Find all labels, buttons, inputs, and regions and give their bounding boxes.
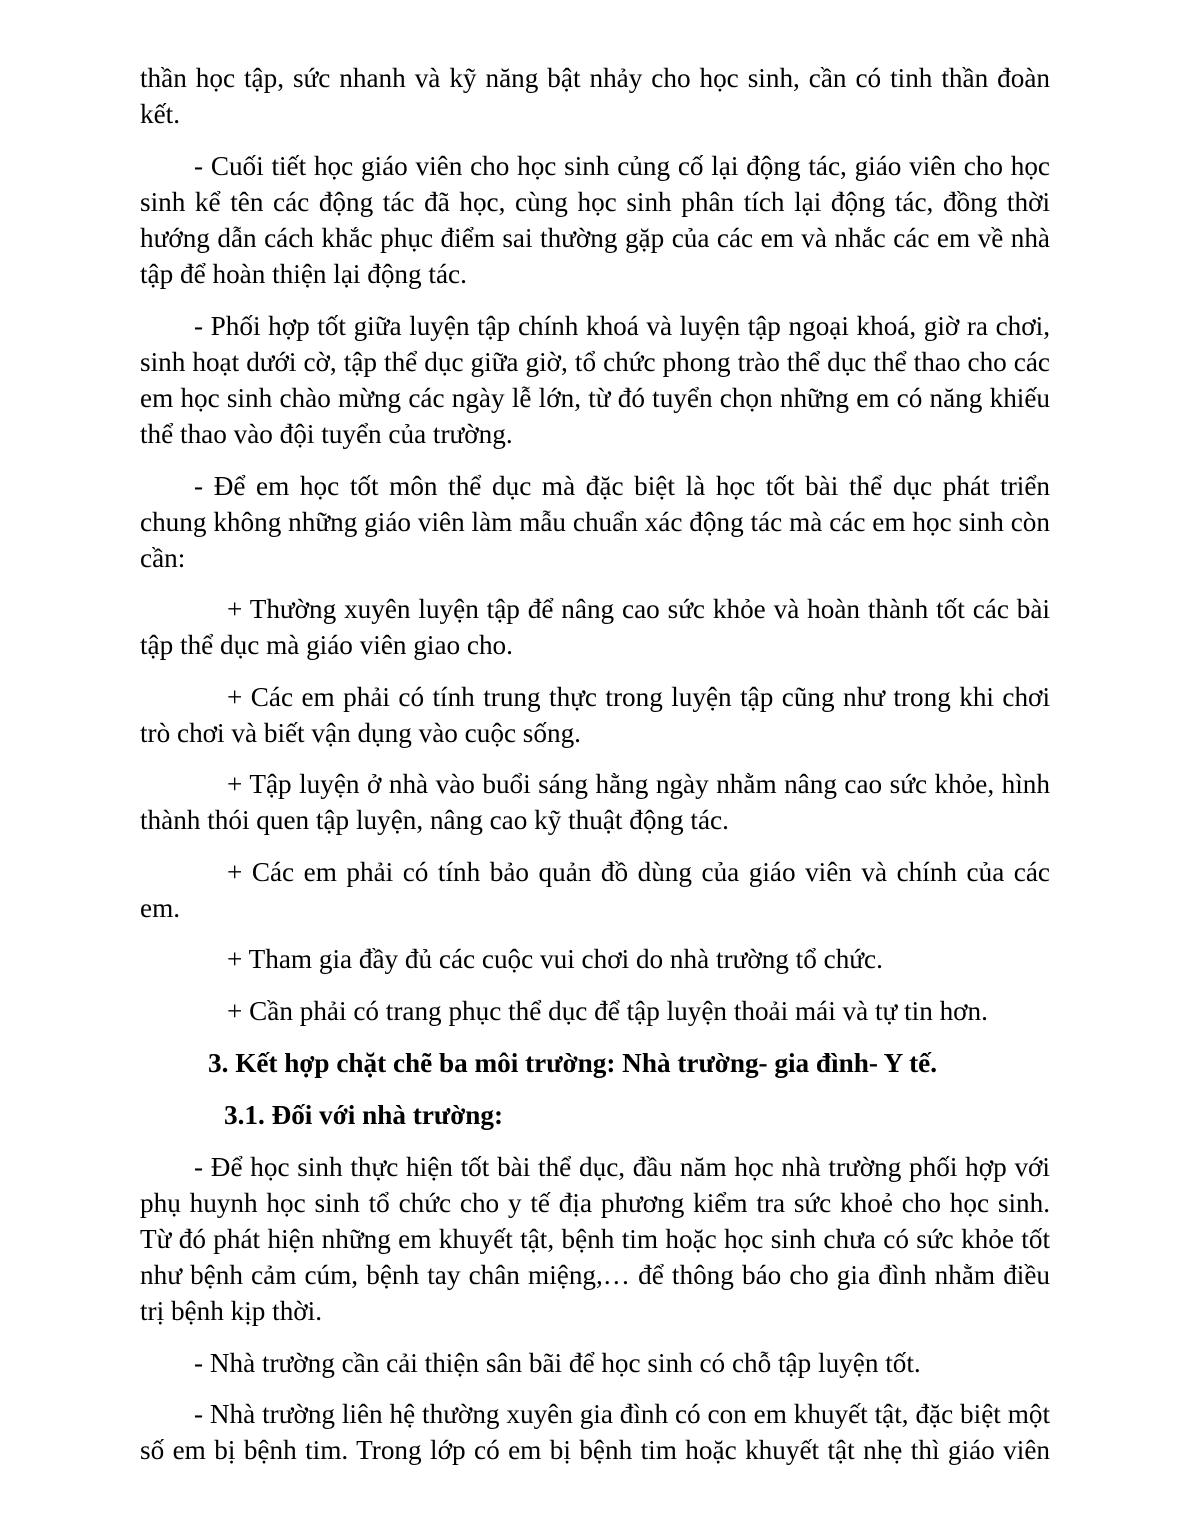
- text-line: - Phối hợp tốt giữa luyện tập chính khoá và luyện tập ngoại khoá, giờ ra chơi,: [194, 311, 1050, 341]
- text-line: hướng dẫn cách khắc phục điểm sai thường gặp của các em và nhắc các em về nhà: [140, 223, 1050, 253]
- text-line: trị bệnh kịp thời.: [140, 1296, 323, 1326]
- text-line: - Nhà trường cần cải thiện sân bãi để học sinh có chỗ tập luyện tốt.: [194, 1348, 921, 1378]
- text-line: chung không những giáo viên làm mẫu chuẩn xác động tác mà các em học sinh còn: [140, 507, 1050, 537]
- section-heading: 3. Kết hợp chặt chẽ ba môi trường: Nhà trường- gia đình- Y tế.: [208, 1048, 938, 1078]
- text-line: sinh hoạt dưới cờ, tập thể dục giữa giờ, tổ chức phong trào thể dục thể thao cho các: [140, 347, 1050, 377]
- text-line: tập để hoàn thiện lại động tác.: [140, 259, 467, 289]
- text-line: + Các em phải có tính bảo quản đồ dùng của giáo viên và chính của các: [227, 857, 1050, 887]
- text-line: thần học tập, sức nhanh và kỹ năng bật nhảy cho học sinh, cần có tinh thần đoàn: [140, 63, 1050, 93]
- text-line: - Cuối tiết học giáo viên cho học sinh củng cố lại động tác, giáo viên cho học: [194, 151, 1050, 181]
- text-line: - Nhà trường liên hệ thường xuyên gia đình có con em khuyết tật, đặc biệt một: [194, 1399, 1050, 1429]
- text-line: phụ huynh học sinh tổ chức cho y tế địa phương kiểm tra sức khoẻ cho học sinh.: [140, 1188, 1050, 1218]
- text-line: Từ đó phát hiện những em khuyết tật, bệnh tim hoặc học sinh chưa có sức khỏe tốt: [140, 1224, 1050, 1254]
- text-line: như bệnh cảm cúm, bệnh tay chân miệng,… để thông báo cho gia đình nhằm điều: [140, 1260, 1050, 1290]
- text-line: + Cần phải có trang phục thể dục để tập luyện thoải mái và tự tin hơn.: [227, 996, 988, 1026]
- text-line: số em bị bệnh tim. Trong lớp có em bị bệnh tim hoặc khuyết tật nhẹ thì giáo viên: [140, 1435, 1050, 1465]
- text-line: thể thao vào đội tuyển của trường.: [140, 419, 513, 449]
- text-line: + Thường xuyên luyện tập để nâng cao sức khỏe và hoàn thành tốt các bài: [227, 594, 1050, 624]
- subsection-heading: 3.1. Đối với nhà trường:: [224, 1100, 504, 1130]
- text-line: em học sinh chào mừng các ngày lễ lớn, từ đó tuyển chọn những em có năng khiếu: [140, 383, 1050, 413]
- text-line: cần:: [140, 543, 186, 573]
- text-line: kết.: [140, 99, 181, 129]
- text-line: sinh kể tên các động tác đã học, cùng học sinh phân tích lại động tác, đồng thời: [140, 187, 1050, 217]
- text-line: + Tham gia đầy đủ các cuộc vui chơi do nhà trường tổ chức.: [227, 944, 883, 974]
- text-line: + Tập luyện ở nhà vào buổi sáng hằng ngày nhằm nâng cao sức khỏe, hình: [227, 769, 1050, 799]
- text-line: trò chơi và biết vận dụng vào cuộc sống.: [140, 718, 581, 748]
- text-line: em.: [140, 893, 181, 923]
- text-line: - Để học sinh thực hiện tốt bài thể dục, đầu năm học nhà trường phối hợp với: [194, 1152, 1050, 1182]
- text-line: - Để em học tốt môn thể dục mà đặc biệt là học tốt bài thể dục phát triển: [194, 471, 1050, 501]
- text-line: + Các em phải có tính trung thực trong luyện tập cũng như trong khi chơi: [227, 682, 1050, 712]
- text-line: thành thói quen tập luyện, nâng cao kỹ thuật động tác.: [140, 805, 729, 835]
- text-line: tập thể dục mà giáo viên giao cho.: [140, 630, 513, 660]
